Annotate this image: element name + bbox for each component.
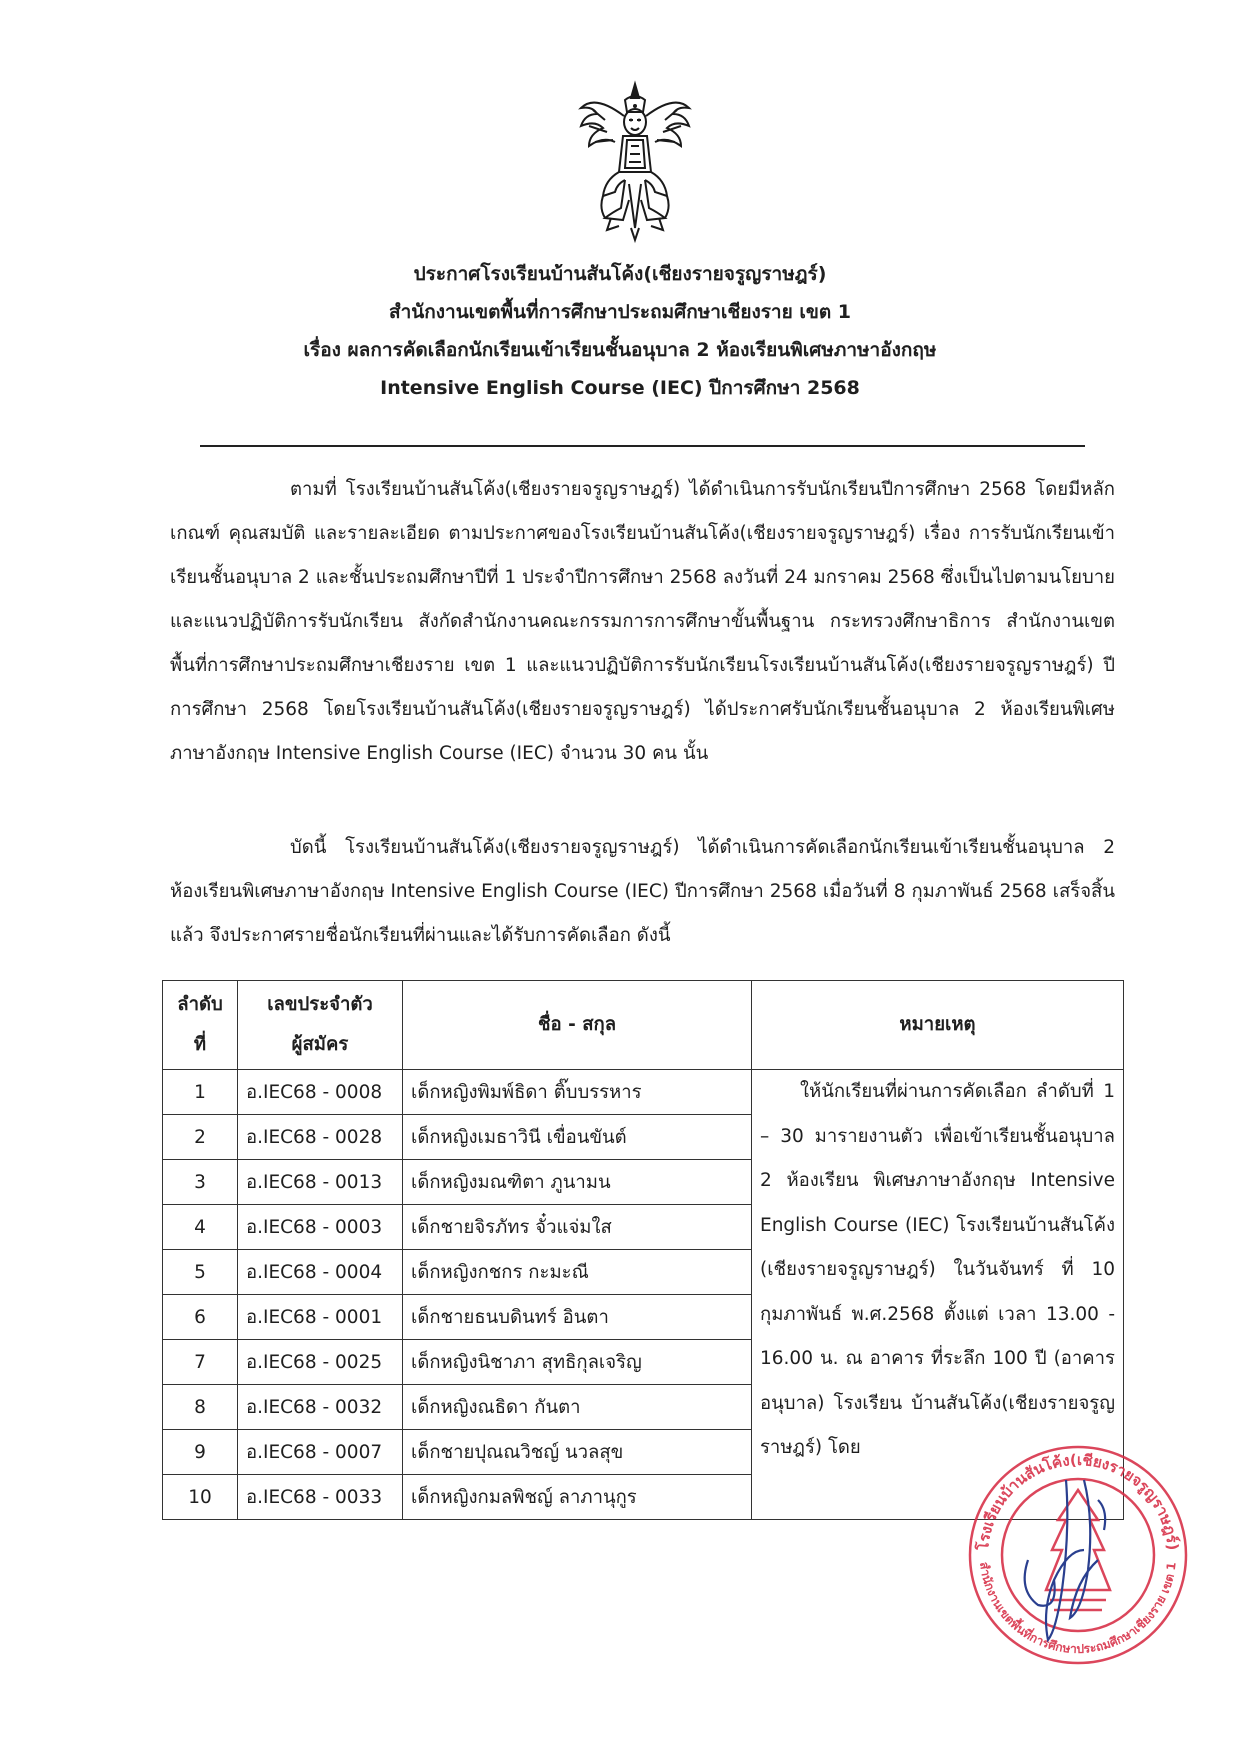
row-number: 4 <box>163 1205 238 1250</box>
student-name: เด็กหญิงนิชาภา สุทธิกุลเจริญ <box>403 1340 752 1385</box>
student-name: เด็กชายจิรภัทร จั๋วแจ่มใส <box>403 1205 752 1250</box>
row-number: 7 <box>163 1340 238 1385</box>
student-name: เด็กหญิงมณฑิตา ภูนามน <box>403 1160 752 1205</box>
row-number: 8 <box>163 1385 238 1430</box>
student-name: เด็กหญิงณธิดา กันตา <box>403 1385 752 1430</box>
applicant-id: อ.IEC68 - 0028 <box>238 1115 403 1160</box>
results-table <box>162 980 1124 1520</box>
student-name: เด็กหญิงเมธาวินี เขื่อนขันต์ <box>403 1115 752 1160</box>
student-name: เด็กชายธนบดินทร์ อินตา <box>403 1295 752 1340</box>
note-cell: ให้นักเรียนที่ผ่านการคัดเลือก ลำดับที่ 1 – 30 มารายงานตัว เพื่อเข้าเรียนชั้นอนุบาล 2 ห้องเรียน พิเศษภาษาอังกฤษ Intensive English Course (IEC) โรงเรียนบ้านสันโค้ง (เชียงรายจรูญราษฎร์) ในวันจันทร์ ที่ 10 กุมภาพันธ์ พ.ศ.2568 ตั้งแต่ เวลา 13.00 - 16.00 น. ณ อาคาร ที่ระลึก 100 ปี (อาคารอนุบาล) โรงเรียน บ้านสันโค้ง(เชียงรายจรูญราษฎร์) โดย <box>752 1070 1124 1520</box>
applicant-id: อ.IEC68 - 0001 <box>238 1295 403 1340</box>
row-number: 10 <box>163 1475 238 1520</box>
table-header-row <box>163 981 1124 1070</box>
student-name: เด็กหญิงกชกร กะมะณี <box>403 1250 752 1295</box>
applicant-id: อ.IEC68 - 0033 <box>238 1475 403 1520</box>
seal-bottom-text: สำนักงานเขตพื้นที่การศึกษาประถมศึกษาเชียงราย เขต 1 <box>977 1560 1179 1657</box>
body-paragraph-2: บัดนี้ โรงเรียนบ้านสันโค้ง(เชียงรายจรูญราษฎร์) ได้ดำเนินการคัดเลือกนักเรียนเข้าเรียนชั้นอนุบาล 2 ห้องเรียนพิเศษภาษาอังกฤษ Intensive English Course (IEC) ปีการศึกษา 2568 เมื่อวันที่ 8 กุมภาพันธ์ 2568 เสร็จสิ้นแล้ว จึงประกาศรายชื่อนักเรียนที่ผ่านและได้รับการคัดเลือก ดังนี้ <box>170 837 1115 946</box>
signature-icon <box>1025 1480 1105 1640</box>
student-name: เด็กชายปุณณวิชญ์ นวลสุข <box>403 1430 752 1475</box>
applicant-id: อ.IEC68 - 0003 <box>238 1205 403 1250</box>
applicant-id: อ.IEC68 - 0004 <box>238 1250 403 1295</box>
document-agency: สำนักงานเขตพื้นที่การศึกษาประถมศึกษาเชียงราย เขต 1 <box>388 301 852 323</box>
applicant-id: อ.IEC68 - 0013 <box>238 1160 403 1205</box>
row-number: 3 <box>163 1160 238 1205</box>
applicant-id: อ.IEC68 - 0032 <box>238 1385 403 1430</box>
row-number: 2 <box>163 1115 238 1160</box>
header-applicant-id: เลขประจำตัว ผู้สมัคร <box>238 981 403 1070</box>
student-name: เด็กหญิงพิมพ์ธิดา ติ๊บบรรหาร <box>403 1070 752 1115</box>
row-number: 9 <box>163 1430 238 1475</box>
header-name: ชื่อ - สกุล <box>403 981 752 1070</box>
row-number: 1 <box>163 1070 238 1115</box>
row-number: 5 <box>163 1250 238 1295</box>
student-name: เด็กหญิงกมลพิชญ์ ลาภานุกูร <box>403 1475 752 1520</box>
row-number: 6 <box>163 1295 238 1340</box>
applicant-id: อ.IEC68 - 0008 <box>238 1070 403 1115</box>
document-subject-course: Intensive English Course (IEC) ปีการศึกษา 2568 <box>380 377 860 399</box>
document-title: ประกาศโรงเรียนบ้านสันโค้ง(เชียงรายจรูญราษฎร์) <box>413 263 827 285</box>
seal-top-text: โรงเรียนบ้านสันโค้ง(เชียงรายจรูญราษฎร์) <box>974 1450 1182 1552</box>
applicant-id: อ.IEC68 - 0025 <box>238 1340 403 1385</box>
official-seal-icon <box>958 1440 1198 1670</box>
header-note: หมายเหตุ <box>752 981 1124 1070</box>
table-row <box>163 1070 1124 1115</box>
body-paragraph-1: ตามที่ โรงเรียนบ้านสันโค้ง(เชียงรายจรูญราษฎร์) ได้ดำเนินการรับนักเรียนปีการศึกษา 2568 โดยมีหลักเกณฑ์ คุณสมบัติ และรายละเอียด ตามประกาศของโรงเรียนบ้านสันโค้ง(เชียงรายจรูญราษฎร์) เรื่อง การรับนักเรียนเข้าเรียนชั้นอนุบาล 2 และชั้นประถมศึกษาปีที่ 1 ประจำปีการศึกษา 2568 ลงวันที่ 24 มกราคม 2568 ซึ่งเป็นไปตามนโยบายและแนวปฏิบัติการรับนักเรียน สังกัดสำนักงานคณะกรรมการการศึกษาขั้นพื้นฐาน กระทรวงศึกษาธิการ สำนักงานเขตพื้นที่การศึกษาประถมศึกษาเชียงราย เขต 1 และแนวปฏิบัติการรับนักเรียนโรงเรียนบ้านสันโค้ง(เชียงรายจรูญราษฎร์) ปีการศึกษา 2568 โดยโรงเรียนบ้านสันโค้ง(เชียงรายจรูญราษฎร์) ได้ประกาศรับนักเรียนชั้นอนุบาล 2 ห้องเรียนพิเศษภาษาอังกฤษ Intensive English Course (IEC) จำนวน 30 คน นั้น <box>170 479 1115 764</box>
applicant-id: อ.IEC68 - 0007 <box>238 1430 403 1475</box>
header-no: ลำดับ ที่ <box>163 981 238 1070</box>
garuda-emblem-icon <box>575 80 695 260</box>
header-divider <box>200 445 1085 447</box>
document-subject: เรื่อง ผลการคัดเลือกนักเรียนเข้าเรียนชั้นอนุบาล 2 ห้องเรียนพิเศษภาษาอังกฤษ <box>303 339 937 361</box>
